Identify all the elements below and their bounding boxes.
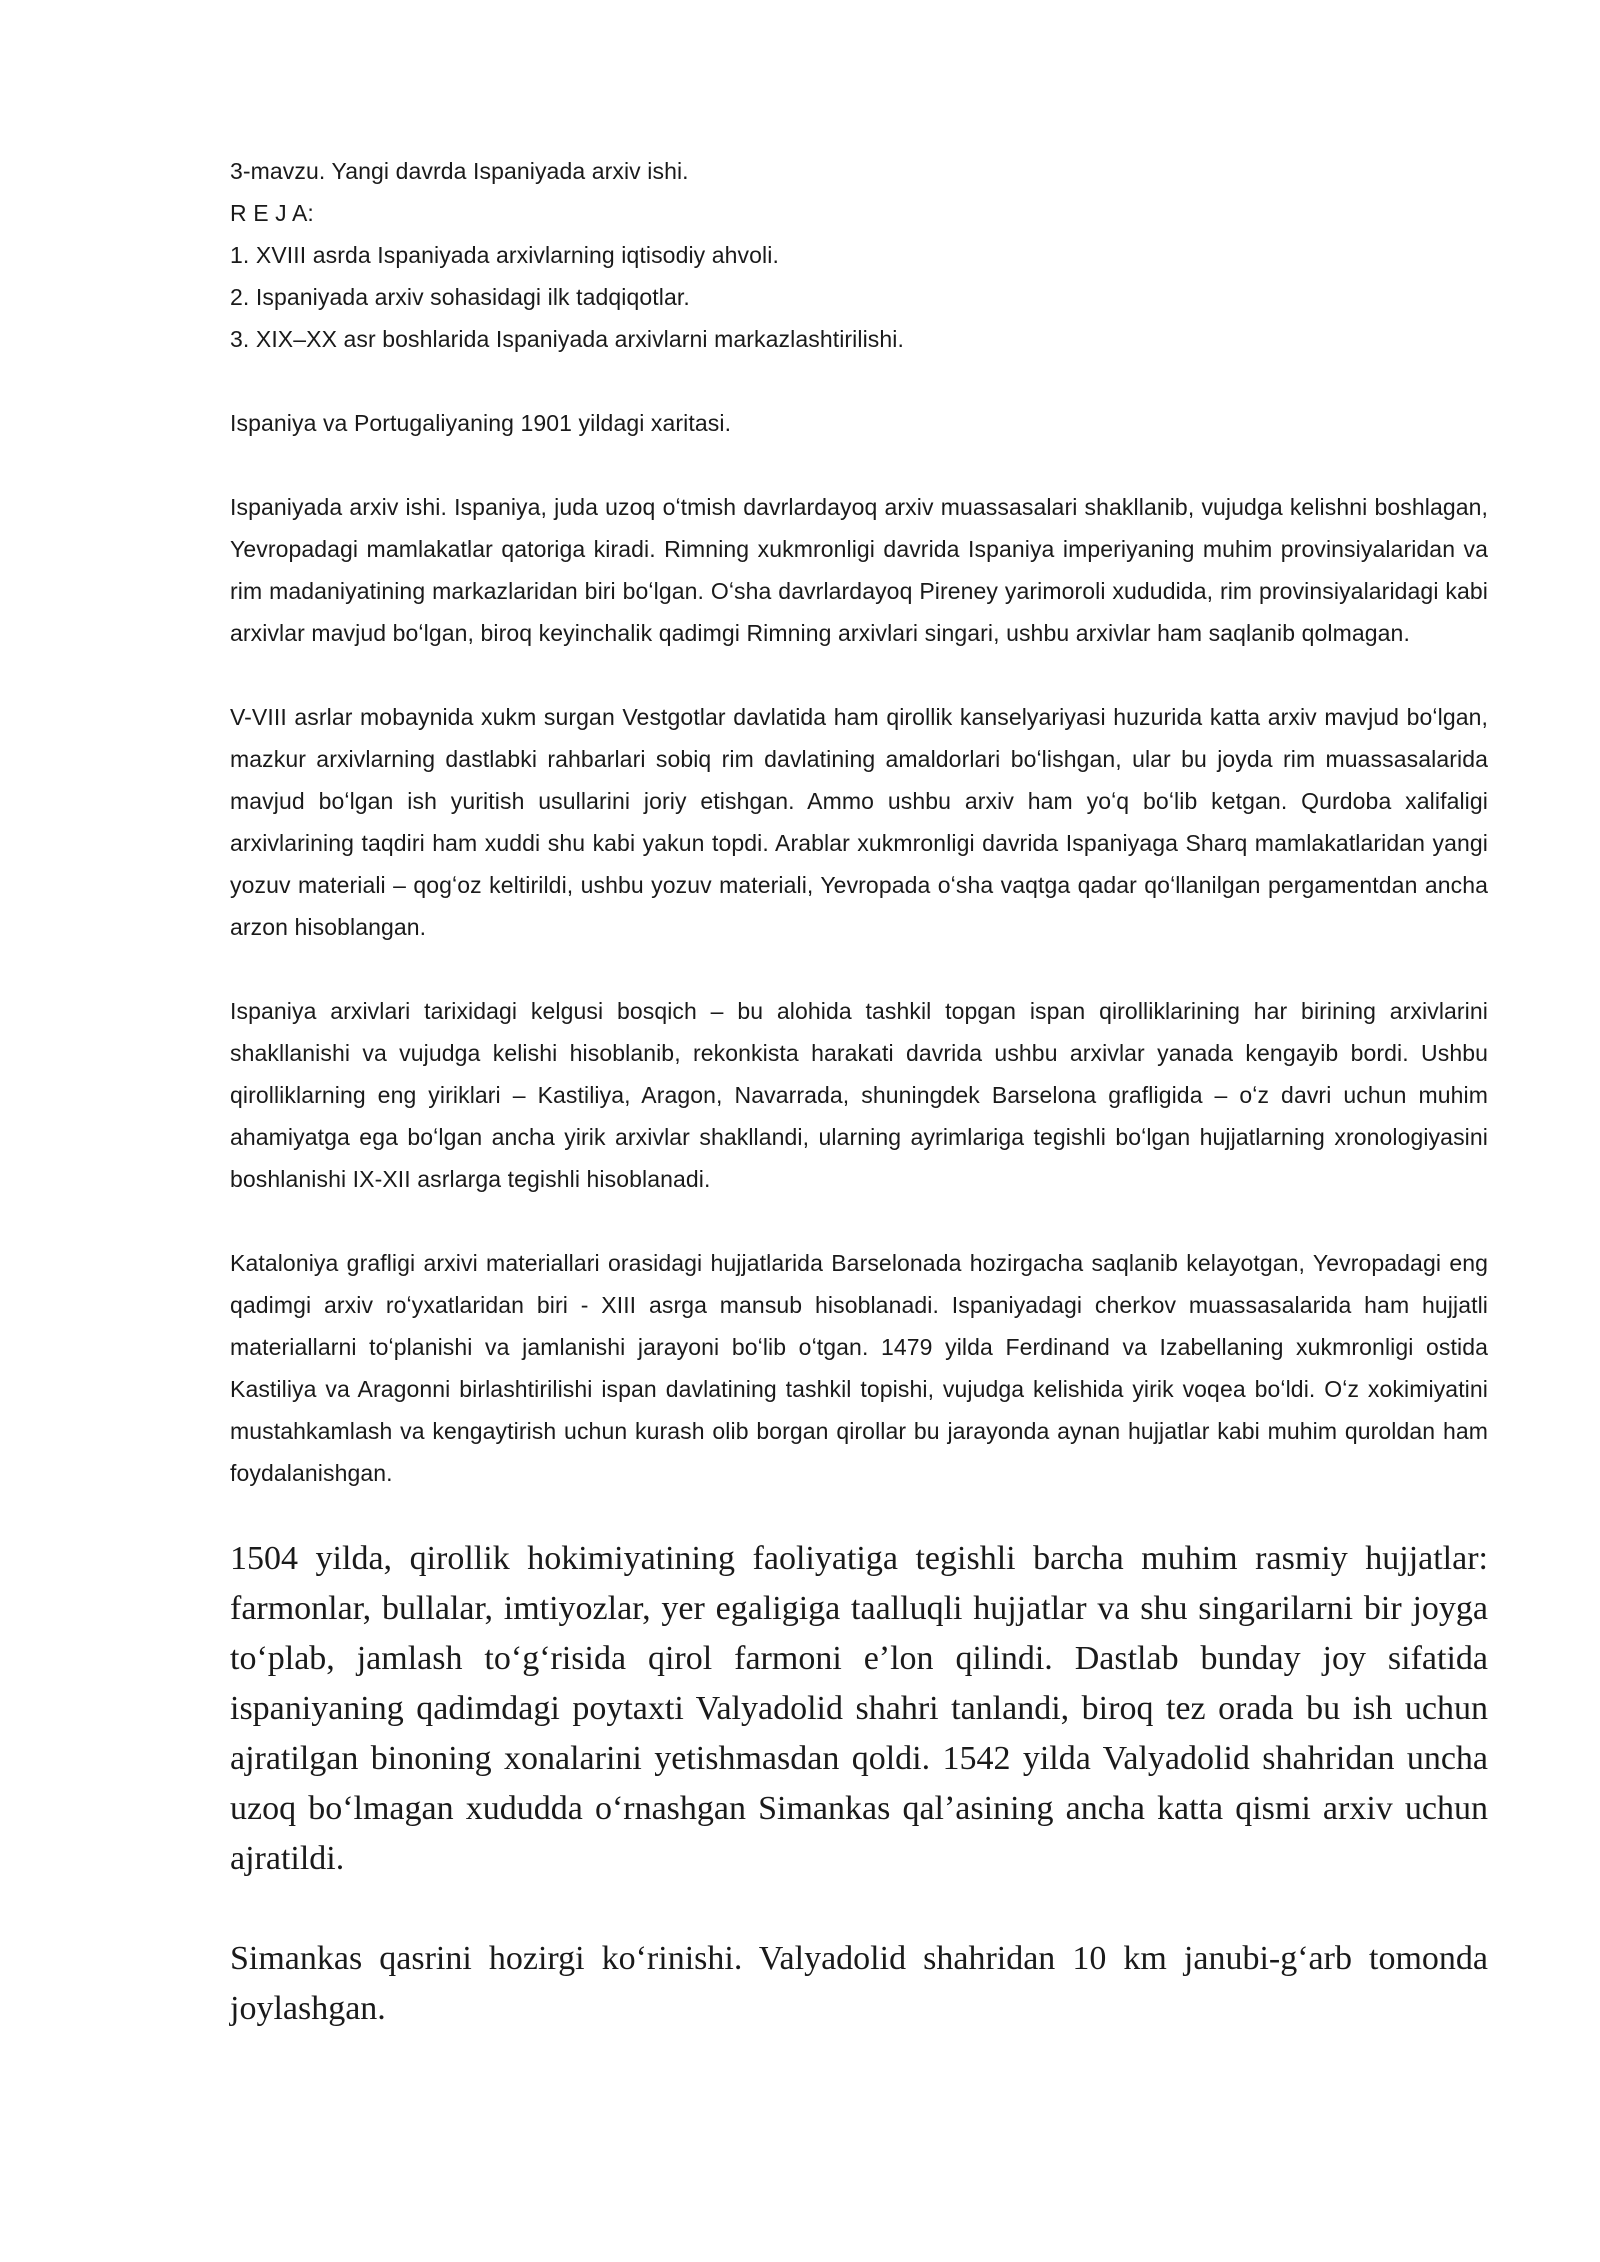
plan-item: 3. XIX–XX asr boshlarida Ispaniyada arxivlarni markazlashtirilishi. [230,326,904,352]
spacer [230,360,1488,402]
paragraph: Kataloniya grafligi arxivi materiallari orasidagi hujjatlarida Barselonada hozirgacha saqlanib kelayotgan, Yevropadagi eng qadimgi arxiv roʻyxatlaridan biri - XIII asrga mansub hisoblanadi. Ispaniyadagi cherkov muassasalarida ham hujjatli materiallarni toʻplanishi va jamlanishi jarayoni boʻlib oʻtgan. 1479 yilda Ferdinand va Izabellaning xukmronligi ostida Kastiliya va Aragonni birlashtirilishi ispan davlatining tashkil topishi, vujudga kelishida yirik voqea boʻldi. Oʻz xokimiyatini mustahkamlash va kengaytirish uchun kurash olib borgan qirollar bu jarayonda aynan hujjatlar kabi muhim quroldan ham foydalanishgan. [230,1250,1488,1486]
document-page [230,150,1488,2034]
plan-item: 2. Ispaniyada arxiv sohasidagi ilk tadqiqotlar. [230,284,690,310]
page-title: 3-mavzu. Yangi davrda Ispaniyada arxiv ishi. [230,158,689,184]
plan-item: 1. XVIII asrda Ispaniyada arxivlarning iqtisodiy ahvoli. [230,242,779,268]
paragraph: Ispaniyada arxiv ishi. Ispaniya, juda uzoq oʻtmish davrlardayoq arxiv muassasalari shakllanib, vujudga kelishni boshlagan, Yevropadagi mamlakatlar qatoriga kiradi. Rimning xukmronligi davrida Ispaniya imperiyaning muhim provinsiyalaridan va rim madaniyatining markazlaridan biri boʻlgan. Oʻsha davrlardayoq Pireney yarimoroli xududida, rim provinsiyalaridagi kabi arxivlar mavjud boʻlgan, biroq keyinchalik qadimgi Rimning arxivlari singari, ushbu arxivlar ham saqlanib qolmagan. [230,494,1488,646]
spacer [230,444,1488,486]
body-text-sans [230,486,1488,1494]
paragraph: V-VIII asrlar mobaynida xukm surgan Vestgotlar davlatida ham qirollik kanselyariyasi huzurida katta arxiv mavjud boʻlgan, mazkur arxivlarning dastlabki rahbarlari sobiq rim davlatining amaldorlari boʻlishgan, ular bu joyda rim muassasalarida mavjud boʻlgan ish yuritish usullarini joriy etishgan. Ammo ushbu arxiv ham yoʻq boʻlib ketgan. Qurdoba xalifaligi arxivlarining taqdiri ham xuddi shu kabi yakun topdi. Arablar xukmronligi davrida Ispaniyaga Sharq mamlakatlaridan yangi yozuv materiali – qogʻoz keltirildi, ushbu yozuv materiali, Yevropada oʻsha vaqtga qadar qoʻllanilgan pergamentdan ancha arzon hisoblangan. [230,704,1488,940]
document-header [230,150,1488,486]
paragraph: Ispaniya arxivlari tarixidagi kelgusi bosqich – bu alohida tashkil topgan ispan qirolliklarining har birining arxivlarini shakllanishi va vujudga kelishi hisoblanib, rekonkista harakati davrida ushbu arxivlar yanada kengayib bordi. Ushbu qirolliklarning eng yiriklari – Kastiliya, Aragon, Navarrada, shuningdek Barselona grafligida – oʻz davri uchun muhim ahamiyatga ega boʻlgan ancha yirik arxivlar shakllandi, ularning ayrimlariga tegishli boʻlgan hujjatlarning xronologiyasini boshlanishi IX-XII asrlarga tegishli hisoblanadi. [230,998,1488,1192]
photo-caption: Simankas qasrini hozirgi koʻrinishi. Valyadolid shahridan 10 km janubi-gʻarb tomonda joylashgan. [230,1940,1488,2027]
body-text-serif [230,1534,1488,2034]
plan-heading: R E J A: [230,200,314,226]
map-caption: Ispaniya va Portugaliyaning 1901 yildagi xaritasi. [230,410,732,436]
paragraph: 1504 yilda, qirollik hokimiyatining faoliyatiga tegishli barcha muhim rasmiy hujjatlar: farmonlar, bullalar, imtiyozlar, yer egaligiga taalluqli hujjatlar va shu singarilarni bir joyga toʻplab, jamlash toʻgʻrisida qirol farmoni eʼlon qilindi. Dastlab bunday joy sifatida ispaniyaning qadimdagi poytaxti Valyadolid shahri tanlandi, biroq tez orada bu ish uchun ajratilgan binoning xonalarini yetishmasdan qoldi. 1542 yilda Valyadolid shahridan uncha uzoq boʻlmagan xududda oʻrnashgan Simankas qalʼasining ancha katta qismi arxiv uchun ajratildi. [230,1540,1488,1877]
